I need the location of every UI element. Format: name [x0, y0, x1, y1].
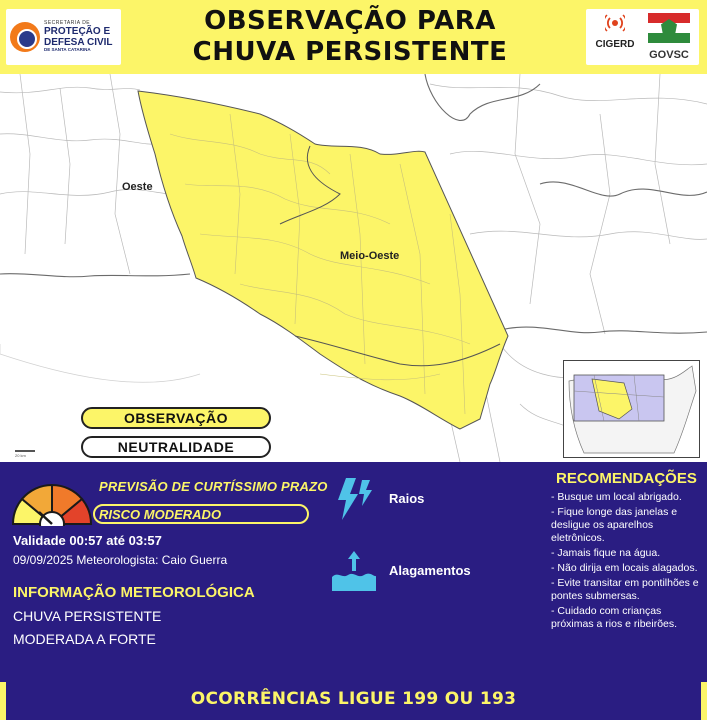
recommendation-item: - Cuidado com crianças próximas a rios e ribeirões. — [551, 605, 678, 630]
logo-text-line4: DE SANTA CATARINA — [44, 47, 91, 53]
title-line2: CHUVA PERSISTENTE — [192, 37, 508, 67]
map-scale-bar — [15, 446, 41, 458]
flood-icon — [330, 549, 378, 593]
risk-level: RISCO MODERADO — [99, 507, 222, 522]
emergency-numbers: OCORRÊNCIAS LIGUE 199 OU 193 — [190, 689, 517, 709]
meteo-info-line1: CHUVA PERSISTENTE — [13, 608, 162, 624]
logo-text-line2: PROTEÇÃO E — [44, 26, 111, 38]
alert-map — [0, 74, 707, 462]
forecast-panel — [0, 462, 707, 682]
region-label-meio-oeste: Meio-Oeste — [340, 250, 400, 262]
hazard-raios: Raios — [389, 491, 425, 506]
hazard-alagamentos: Alagamentos — [389, 563, 471, 578]
footer-bar — [0, 682, 707, 720]
sc-flag-icon — [648, 13, 690, 43]
partner-logos — [586, 9, 699, 65]
recommendations-list — [551, 491, 701, 633]
defesa-civil-emblem-icon — [10, 22, 40, 52]
meteo-info-title: INFORMAÇÃO METEOROLÓGICA — [13, 584, 255, 601]
signal-icon — [605, 13, 625, 33]
recommendation-item: - Evite transitar em pontilhões e pontes submersas. — [551, 577, 699, 602]
govsc-logo — [644, 13, 694, 61]
recommendation-item: - Jamais fique na água. — [551, 547, 661, 559]
meteorologist-info: 09/09/2025 Meteorologista: Caio Guerra — [13, 553, 228, 567]
cigerd-logo — [590, 11, 640, 50]
recommendation-item: - Não dirija em locais alagados. — [551, 562, 698, 574]
logo-text-line3: DEFESA CIVIL — [44, 37, 113, 49]
alert-area — [138, 91, 508, 429]
govsc-label: GOVSC — [649, 49, 689, 61]
recommendation-item: - Busque um local abrigado. — [551, 491, 682, 503]
validity-period: Validade 00:57 até 03:57 — [13, 533, 162, 548]
logo-text-line1: SECRETARIA DE — [44, 20, 91, 27]
page-title — [150, 6, 550, 68]
recommendation-item: - Fique longe das janelas e desligue os aparelhos eletrônicos. — [551, 506, 678, 544]
lightning-icon — [334, 476, 376, 522]
title-line1: OBSERVAÇÃO PARA — [204, 6, 496, 36]
defesa-civil-logo — [6, 9, 121, 65]
forecast-title: PREVISÃO DE CURTÍSSIMO PRAZO — [99, 479, 328, 494]
legend-neutralidade: NEUTRALIDADE — [81, 436, 271, 458]
header-bar — [0, 0, 707, 74]
risk-gauge-icon — [11, 482, 93, 526]
locator-inset-map — [563, 360, 700, 458]
legend-observacao: OBSERVAÇÃO — [81, 407, 271, 429]
meteo-info-line2: MODERADA A FORTE — [13, 631, 156, 647]
recommendations-title: RECOMENDAÇÕES — [556, 470, 697, 487]
scale-label: 20 km — [15, 453, 26, 458]
region-label-oeste: Oeste — [122, 181, 153, 193]
cigerd-label: CIGERD — [595, 39, 635, 50]
